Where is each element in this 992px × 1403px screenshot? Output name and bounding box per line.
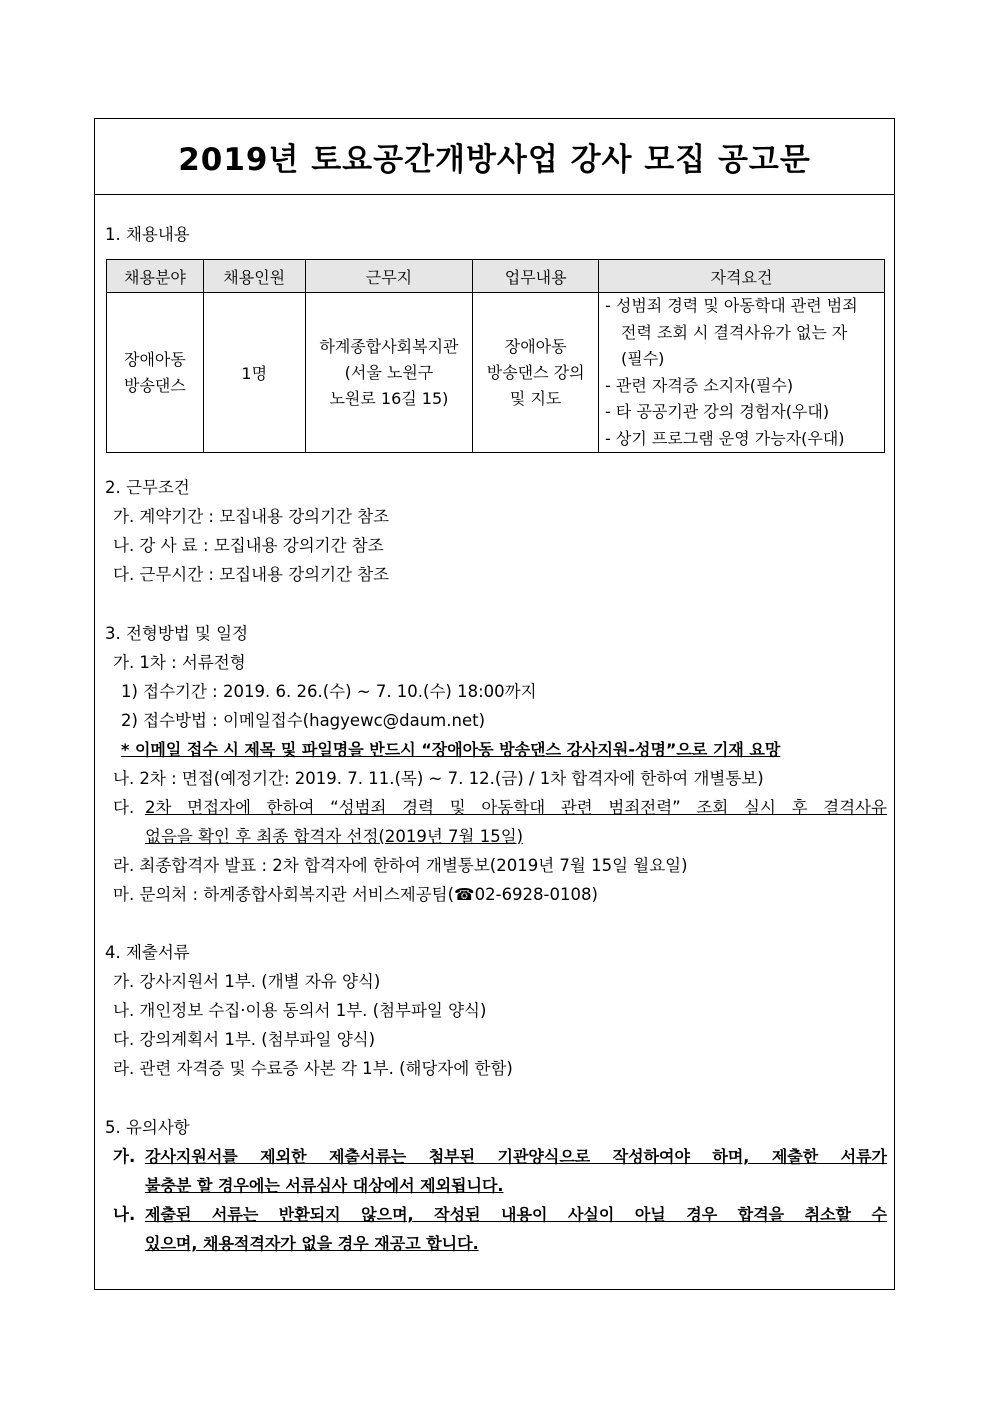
cell-count: 1명 (203, 293, 305, 453)
document-item: 가. 강사지원서 1부. (개별 자유 양식) (113, 972, 381, 991)
cell-line: 방송댄스 (123, 375, 186, 395)
cell-line: 노원로 16길 15) (329, 388, 449, 408)
requirement-line: (필수) (621, 349, 665, 368)
note-text: 강사지원서를 제외한 제출서류는 첨부된 기관양식으로 작성하여야 하며, 제출한 서류가 (145, 1147, 887, 1166)
cell-requirements (599, 293, 885, 453)
title-box (95, 119, 894, 195)
selection-subitem: 1) 접수기간 : 2019. 6. 26.(수) ~ 7. 10.(수) 18:00까지 (121, 682, 537, 701)
requirement-line: - 관련 자격증 소지자(필수) (605, 375, 794, 395)
selection-item: 나. 2차 : 면접(예정기간: 2019. 7. 11.(목) ~ 7. 12.(금) / 1차 합격자에 한하여 개별통보) (113, 769, 764, 788)
column-header: 업무내용 (473, 260, 599, 293)
note-prefix: 나. (113, 1205, 136, 1224)
note-text: 제출된 서류는 반환되지 않으며, 작성된 내용이 사실이 아닐 경우 합격을 취소할 수 (145, 1205, 887, 1224)
requirement-line: - 타 공공기관 강의 경험자(우대) (605, 402, 830, 421)
selection-item: 가. 1차 : 서류전형 (113, 653, 246, 672)
column-header: 채용인원 (203, 260, 305, 293)
cell-work (473, 293, 599, 453)
note-text: 있으며, 채용적격자가 없을 경우 재공고 합니다. (145, 1234, 479, 1253)
cell-line: 장애아동 (123, 349, 186, 369)
document-item: 나. 개인정보 수집·이용 동의서 1부. (첨부파일 양식) (113, 1001, 487, 1020)
cell-line: 및 지도 (509, 388, 562, 408)
column-header: 채용분야 (107, 260, 204, 293)
note-prefix: 가. (113, 1147, 136, 1166)
section-heading-hiring: 1. 채용내용 (105, 225, 190, 244)
column-header: 자격요건 (599, 260, 885, 293)
cell-line: 장애아동 (504, 336, 567, 356)
document-item: 다. 강의계획서 1부. (첨부파일 양식) (113, 1030, 376, 1049)
requirement-line: - 성범죄 경력 및 아동학대 관련 범죄 (605, 296, 858, 315)
condition-item: 다. 근무시간 : 모집내용 강의기간 참조 (113, 565, 390, 584)
email-note: * 이메일 접수 시 제목 및 파일명을 반드시 “장애아동 방송댄스 강사지원-성명”으로 기재 요망 (121, 740, 781, 759)
condition-item: 가. 계약기간 : 모집내용 강의기간 참조 (113, 507, 390, 526)
table-header-row (107, 260, 885, 293)
cell-line: (서울 노원구 (344, 362, 434, 382)
selection-item-text: 2차 면접자에 한하여 “성범죄 경력 및 아동학대 관련 범죄전력” 조회 실시 후 결격사유 (145, 798, 887, 817)
section-heading-documents: 4. 제출서류 (105, 943, 190, 962)
condition-item: 나. 강 사 료 : 모집내용 강의기간 참조 (113, 536, 384, 555)
table-row (107, 293, 885, 453)
section-heading-conditions: 2. 근무조건 (105, 478, 190, 497)
cell-line: 하계종합사회복지관 (319, 336, 459, 356)
cell-line: 방송댄스 강의 (486, 362, 585, 382)
column-header: 근무지 (305, 260, 473, 293)
hiring-table (106, 259, 885, 453)
contact-item: 마. 문의처 : 하계종합사회복지관 서비스제공팀(☎02-6928-0108) (113, 885, 598, 904)
note-text: 불충분 할 경우에는 서류심사 대상에서 제외됩니다. (145, 1176, 504, 1195)
page-title: 2019년 토요공간개방사업 강사 모집 공고문 (178, 142, 811, 178)
cell-field (107, 293, 204, 453)
notice-frame (94, 118, 895, 1290)
selection-item-prefix: 다. (113, 798, 135, 817)
section-heading-selection: 3. 전형방법 및 일정 (105, 624, 249, 643)
selection-item-text: 없음을 확인 후 최종 합격자 선정(2019년 7월 15일) (145, 827, 524, 846)
requirement-line: - 상기 프로그램 운영 가능자(우대) (605, 428, 845, 448)
selection-subitem: 2) 접수방법 : 이메일접수(hagyewc@daum.net) (121, 711, 486, 730)
requirement-line: 전력 조회 시 결격사유가 없는 자 (621, 322, 848, 342)
document-item: 라. 관련 자격증 및 수료증 사본 각 1부. (해당자에 한함) (113, 1059, 513, 1078)
section-heading-notes: 5. 유의사항 (105, 1118, 190, 1137)
selection-item: 라. 최종합격자 발표 : 2차 합격자에 한하여 개별통보(2019년 7월 15일 월요일) (113, 856, 688, 875)
cell-place (305, 293, 473, 453)
